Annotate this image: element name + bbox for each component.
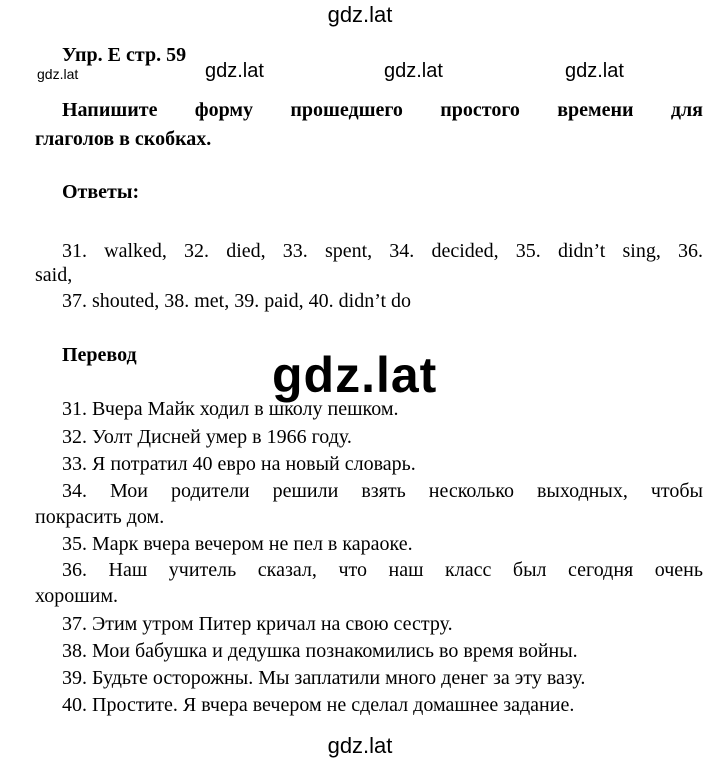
translation-36-line-2: хорошим.	[35, 585, 118, 607]
answers-line-2: said,	[35, 264, 73, 286]
translation-34-line-1: 34. Мои родители решили взять несколько выходных, чтобы	[62, 480, 703, 502]
watermark-bottom: gdz.lat	[327, 733, 393, 758]
answers-line-1: 31. walked, 32. died, 33. spent, 34. decided, 35. didn’t sing, 36.	[62, 240, 703, 262]
task-line-2: глаголов в скобках.	[35, 128, 212, 150]
watermark-top: gdz.lat	[327, 2, 393, 27]
watermark-small-3: gdz.lat	[384, 60, 443, 82]
translation-33: 33. Я потратил 40 евро на новый словарь.	[62, 453, 416, 475]
translation-39: 39. Будьте осторожны. Мы заплатили много денег за эту вазу.	[62, 667, 586, 689]
exercise-header: Упр. E стр. 59	[62, 44, 187, 66]
translation-36-line-1: 36. Наш учитель сказал, что наш класс был сегодня очень	[62, 559, 703, 581]
translation-heading: Перевод	[62, 344, 137, 366]
watermark-large: gdz.lat	[272, 347, 438, 403]
translation-31: 31. Вчера Майк ходил в школу пешком.	[62, 398, 399, 420]
translation-37: 37. Этим утром Питер кричал на свою сестру.	[62, 613, 453, 635]
watermark-small-1: gdz.lat	[37, 66, 79, 82]
answers-heading: Ответы:	[62, 181, 140, 203]
answers-line-3: 37. shouted, 38. met, 39. paid, 40. didn’t do	[62, 290, 412, 312]
translation-40: 40. Простите. Я вчера вечером не сделал домашнее задание.	[62, 694, 575, 716]
watermark-small-4: gdz.lat	[565, 60, 624, 82]
watermark-small-2: gdz.lat	[205, 60, 264, 82]
translation-38: 38. Мои бабушка и дедушка познакомились во время войны.	[62, 640, 578, 662]
task-line-1: Напишите форму прошедшего простого времени для	[62, 99, 703, 121]
translation-35: 35. Марк вчера вечером не пел в караоке.	[62, 533, 413, 555]
translation-32: 32. Уолт Дисней умер в 1966 году.	[62, 426, 352, 448]
translation-34-line-2: покрасить дом.	[35, 506, 165, 528]
